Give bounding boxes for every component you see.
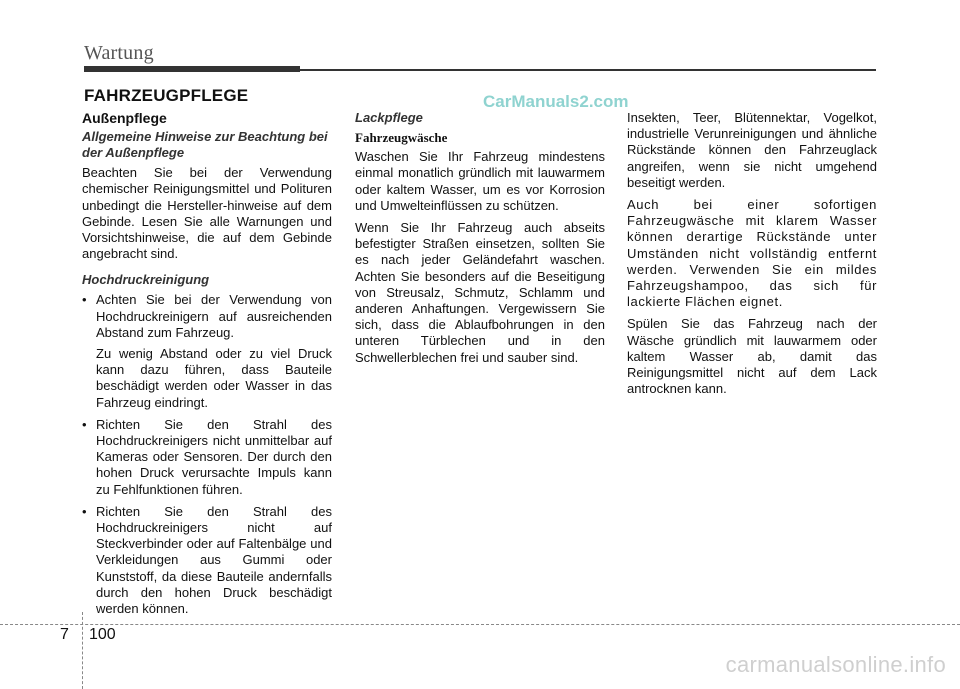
paragraph: Waschen Sie Ihr Fahrzeug mindestens einmal monatlich gründlich mit lauwarmem oder kaltem Wasser, um es vor Korrosion und Umwelteinflüssen zu schützen. xyxy=(355,149,605,213)
list-item-text: Richten Sie den Strahl des Hochdruckreinigers nicht unmittelbar auf Kameras oder Sensoren. Der durch den hohen Druck verursachte Impuls kann zu Fehlfunktionen führen. xyxy=(96,416,332,497)
list-item xyxy=(82,417,332,498)
bullet-symbol: • xyxy=(82,416,87,432)
watermark-bottom: carmanualsonline.info xyxy=(725,652,946,677)
footer-dashed-vertical xyxy=(82,612,83,689)
heading-fahrzeugwaesche: Fahrzeugwäsche xyxy=(355,130,448,145)
bullet-symbol: • xyxy=(82,292,87,308)
section-title: FAHRZEUGPFLEGE xyxy=(84,86,249,105)
header-rule-thick xyxy=(84,66,300,72)
column-middle xyxy=(355,110,605,372)
subheading-hochdruckreinigung: Hochdruckreinigung xyxy=(82,272,210,288)
list-item xyxy=(82,504,332,617)
column-left xyxy=(82,110,332,623)
heading-aussenpflege: Außenpflege xyxy=(82,110,167,126)
bullet-symbol: • xyxy=(82,503,87,519)
column-right xyxy=(627,110,877,403)
paragraph-intro: Beachten Sie bei der Verwendung chemischer Reinigungsmittel und Polituren unbedingt die Hersteller-hinweise auf dem Gebinde. Lesen Sie alle Warnungen und Vorsichtshinweise, die auf dem Gebinde angebracht sind. xyxy=(82,165,332,262)
list-item-text: Achten Sie bei der Verwendung von Hochdruckreinigern auf ausreichenden Abstand zum Fahrzeug. xyxy=(96,292,332,340)
paragraph: Auch bei einer sofortigen Fahrzeugwäsche mit klarem Wasser können derartige Rückstände unter Umständen nicht vollständig entfernt werden. Verwenden Sie ein mildes Fahrzeugshampoo, das sich für lackierte Flächen eignet. xyxy=(627,197,877,310)
list-item xyxy=(82,292,332,410)
page-number: 100 xyxy=(89,626,116,643)
bullet-list-hochdruck xyxy=(82,292,332,617)
header-rule-thin xyxy=(300,69,876,71)
list-item-text: Richten Sie den Strahl des Hochdruckreinigers nicht auf Steckverbinder oder auf Faltenbälge und Verkleidungen aus Gummi oder Kunststoff, da diese Bauteile andernfalls durch den hohen Druck beschädigt werden können. xyxy=(96,503,332,617)
subheading-lackpflege: Lackpflege xyxy=(355,110,423,125)
paragraph: Insekten, Teer, Blütennektar, Vogelkot, industrielle Verunreinigungen und ähnliche Rückstände können den Fahrzeuglack angreifen, wenn sie nicht umgehend beseitigt werden. xyxy=(627,110,877,190)
list-item-extra: Zu wenig Abstand oder zu viel Druck kann dazu führen, dass Bauteile beschädigt werden oder Wasser in das Fahrzeug eindringt. xyxy=(96,346,332,410)
paragraph: Wenn Sie Ihr Fahrzeug auch abseits befestigter Straßen einsetzen, sollten Sie es nach jeder Geländefahrt waschen. Achten Sie besonders auf die Beseitigung von Streusalz, Schmutz, Schlamm und anderen Anhaftungen. Vergewissern Sie sich, dass die Ablaufbohrungen in den unteren Türblechen und in den Schwellerblechen frei und sauber sind. xyxy=(355,220,605,365)
subheading-allgemeine-hinweise: Allgemeine Hinweise zur Beachtung bei der Außenpflege xyxy=(82,129,328,161)
paragraph: Spülen Sie das Fahrzeug nach der Wäsche gründlich mit lauwarmem oder kaltem Wasser ab, damit das Reinigungsmittel nicht auf dem Lack antrocknen kann. xyxy=(627,316,877,397)
watermark-top: CarManuals2.com xyxy=(483,92,629,111)
chapter-number: 7 xyxy=(60,626,69,643)
page-header-title: Wartung xyxy=(84,42,154,64)
footer-dashed-rule xyxy=(0,624,960,625)
